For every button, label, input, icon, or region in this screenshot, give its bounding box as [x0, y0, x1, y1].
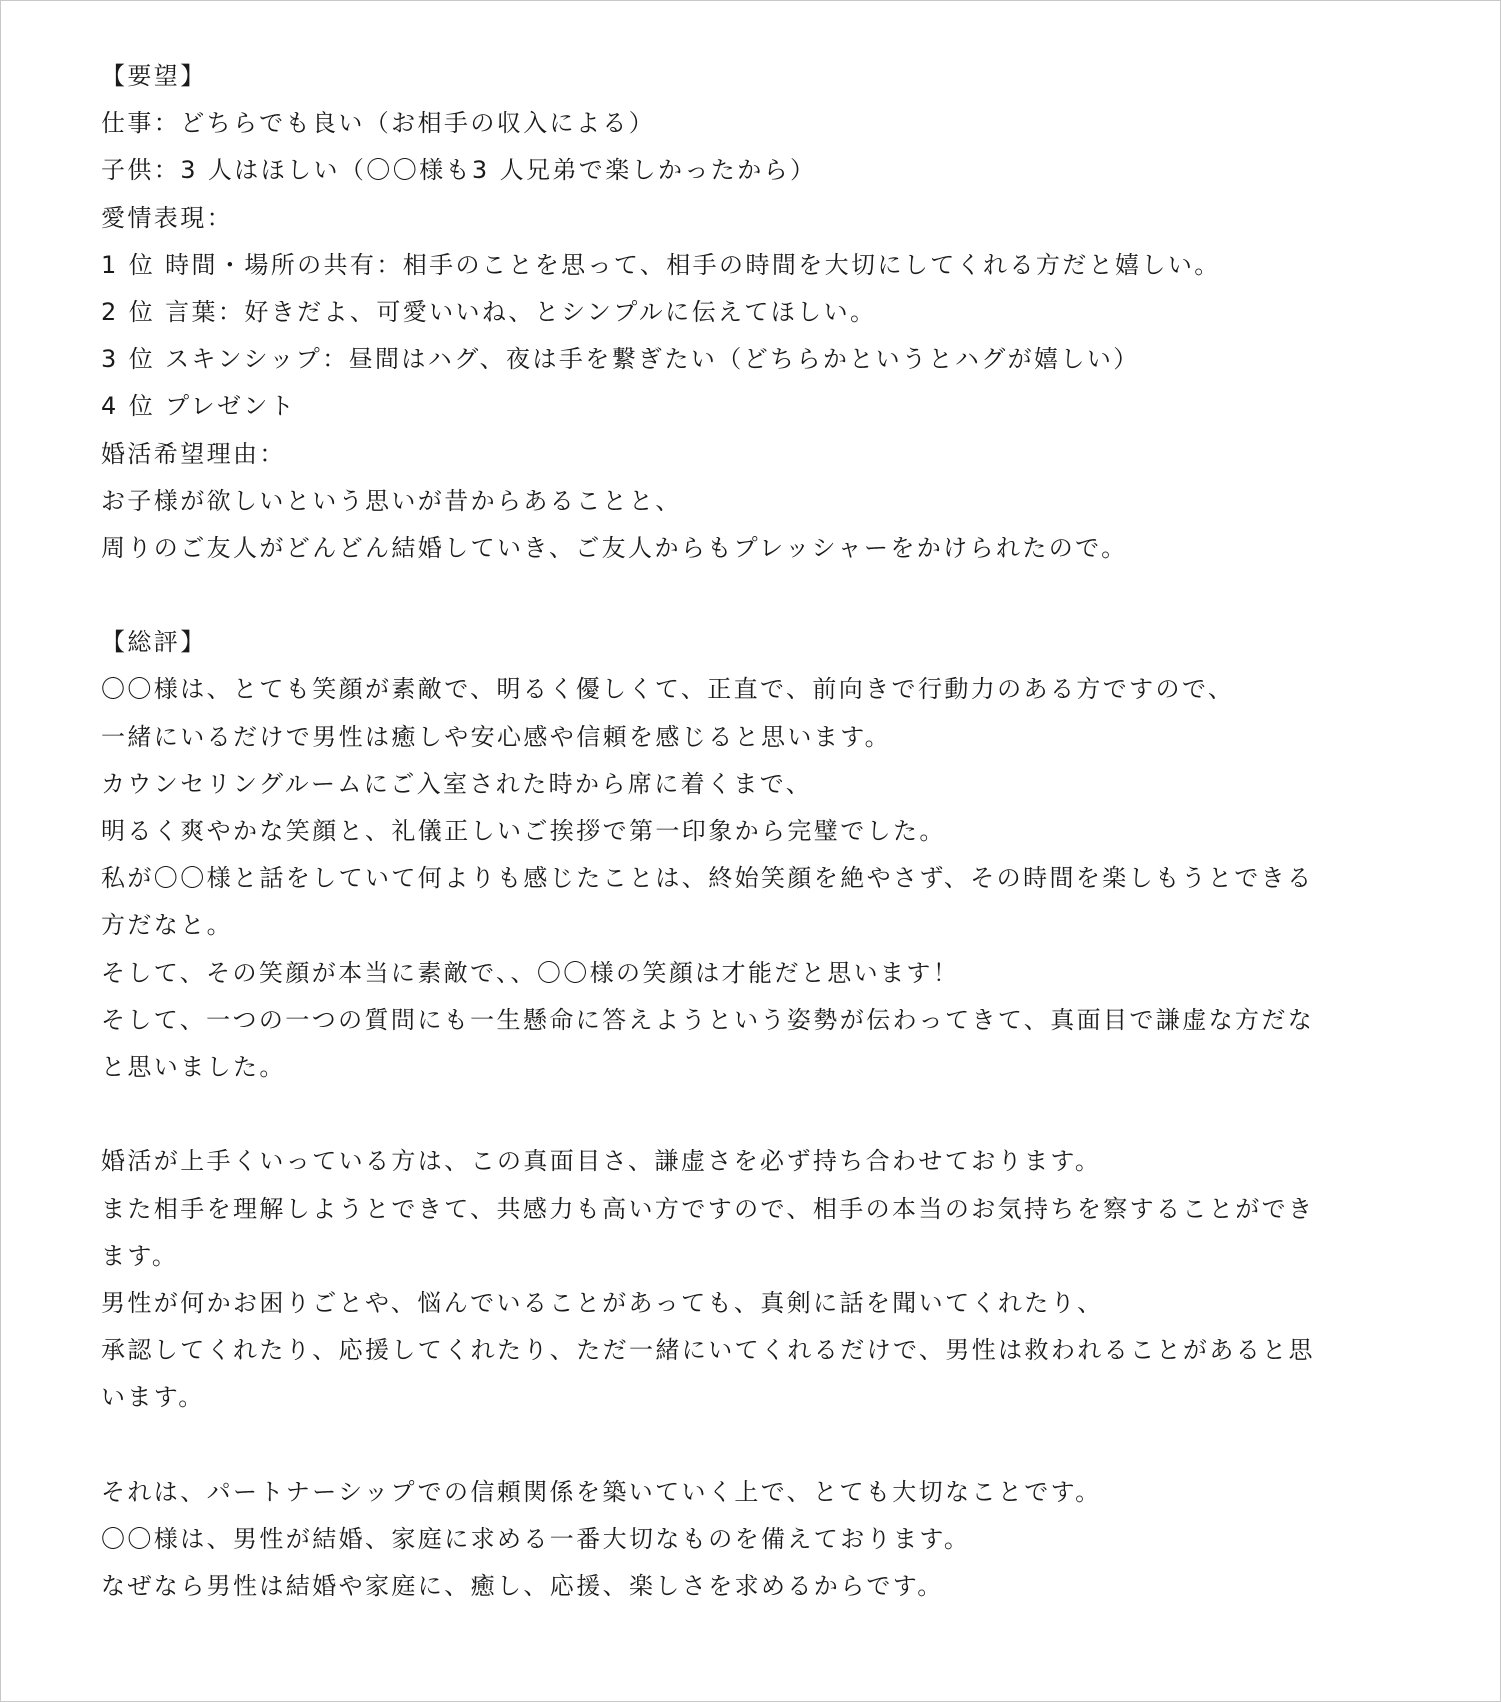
text-line: 男性が何かお困りごとや、悩んでいることがあっても、真剣に話を聞いてくれたり、	[101, 1288, 1104, 1317]
blank-line	[101, 1421, 1401, 1468]
text-line: 周りのご友人がどんどん結婚していき、ご友人からもプレッシャーをかけられたので。	[101, 533, 1128, 562]
text-line: カウンセリングルームにご入室された時から席に着くまで、	[101, 769, 813, 798]
text-line: 明るく爽やかな笑顔と、礼儀正しいご挨拶で第一印象から完璧でした。	[101, 817, 946, 845]
text-line: それは、パートナーシップでの信頼関係を築いていく上で、とても大切なことです。	[101, 1477, 1102, 1506]
text-line: 一緒にいるだけで男性は癒しや安心感や信頼を感じると思います。	[101, 722, 892, 751]
text-line: 子供：3 人はほしい（〇〇様も3 人兄弟で楽しかったから）	[101, 156, 817, 185]
text-line: います。	[101, 1383, 205, 1412]
text-line: 【総評】	[101, 628, 207, 657]
text-line: そして、その笑顔が本当に素敵で、、〇〇様の笑顔は才能だと思います！	[101, 958, 960, 987]
text-line: 4 位 プレゼント	[101, 392, 297, 421]
text-line: そして、一つの一つの質問にも一生懸命に答えようという姿勢が伝わってきて、真面目で謙虚な方だな	[101, 1005, 1315, 1034]
text-line: 承認してくれたり、応援してくれたり、ただ一緒にいてくれるだけで、男性は救われることがあると思	[101, 1336, 1315, 1365]
text-line: 〇〇様は、男性が結婚、家庭に求める一番大切なものを備えております。	[101, 1524, 971, 1553]
text-line: 私が〇〇様と話をしていて何よりも感じたことは、終始笑顔を絶やさず、その時間を楽しもうとできる	[101, 864, 1314, 893]
text-line: お子様が欲しいという思いが昔からあることと、	[101, 486, 682, 515]
text-line: 方だなと。	[101, 911, 233, 940]
text-line: ます。	[101, 1241, 179, 1270]
blank-line	[101, 572, 1401, 619]
text-line: 愛情表現：	[101, 203, 233, 232]
text-line: 1 位 時間・場所の共有：相手のことを思って、相手の時間を大切にしてくれる方だと嬉しい。	[101, 250, 1221, 279]
text-line: 婚活希望理由：	[101, 439, 286, 468]
blank-line	[101, 1091, 1401, 1138]
text-line: 仕事：どちらでも良い（お相手の収入による）	[101, 109, 656, 138]
text-line: 〇〇様は、とても笑顔が素敵で、明るく優しくて、正直で、前向きで行動力のある方ですので、	[101, 675, 1235, 704]
text-line: 2 位 言葉：好きだよ、可愛いいね、とシンプルに伝えてほしい。	[101, 297, 877, 326]
document-body	[101, 53, 1401, 1610]
text-line: と思いました。	[101, 1052, 286, 1081]
text-line: 【要望】	[101, 62, 207, 90]
text-line: 3 位 スキンシップ：昼間はハグ、夜は手を繋ぎたい（どちらかというとハグが嬉しい）	[101, 345, 1140, 374]
text-line: また相手を理解しようとできて、共感力も高い方ですので、相手の本当のお気持ちを察することができ	[101, 1194, 1315, 1223]
text-line: なぜなら男性は結婚や家庭に、癒し、応援、楽しさを求めるからです。	[101, 1572, 944, 1600]
text-line: 婚活が上手くいっている方は、この真面目さ、謙虚さを必ず持ち合わせております。	[101, 1147, 1102, 1176]
